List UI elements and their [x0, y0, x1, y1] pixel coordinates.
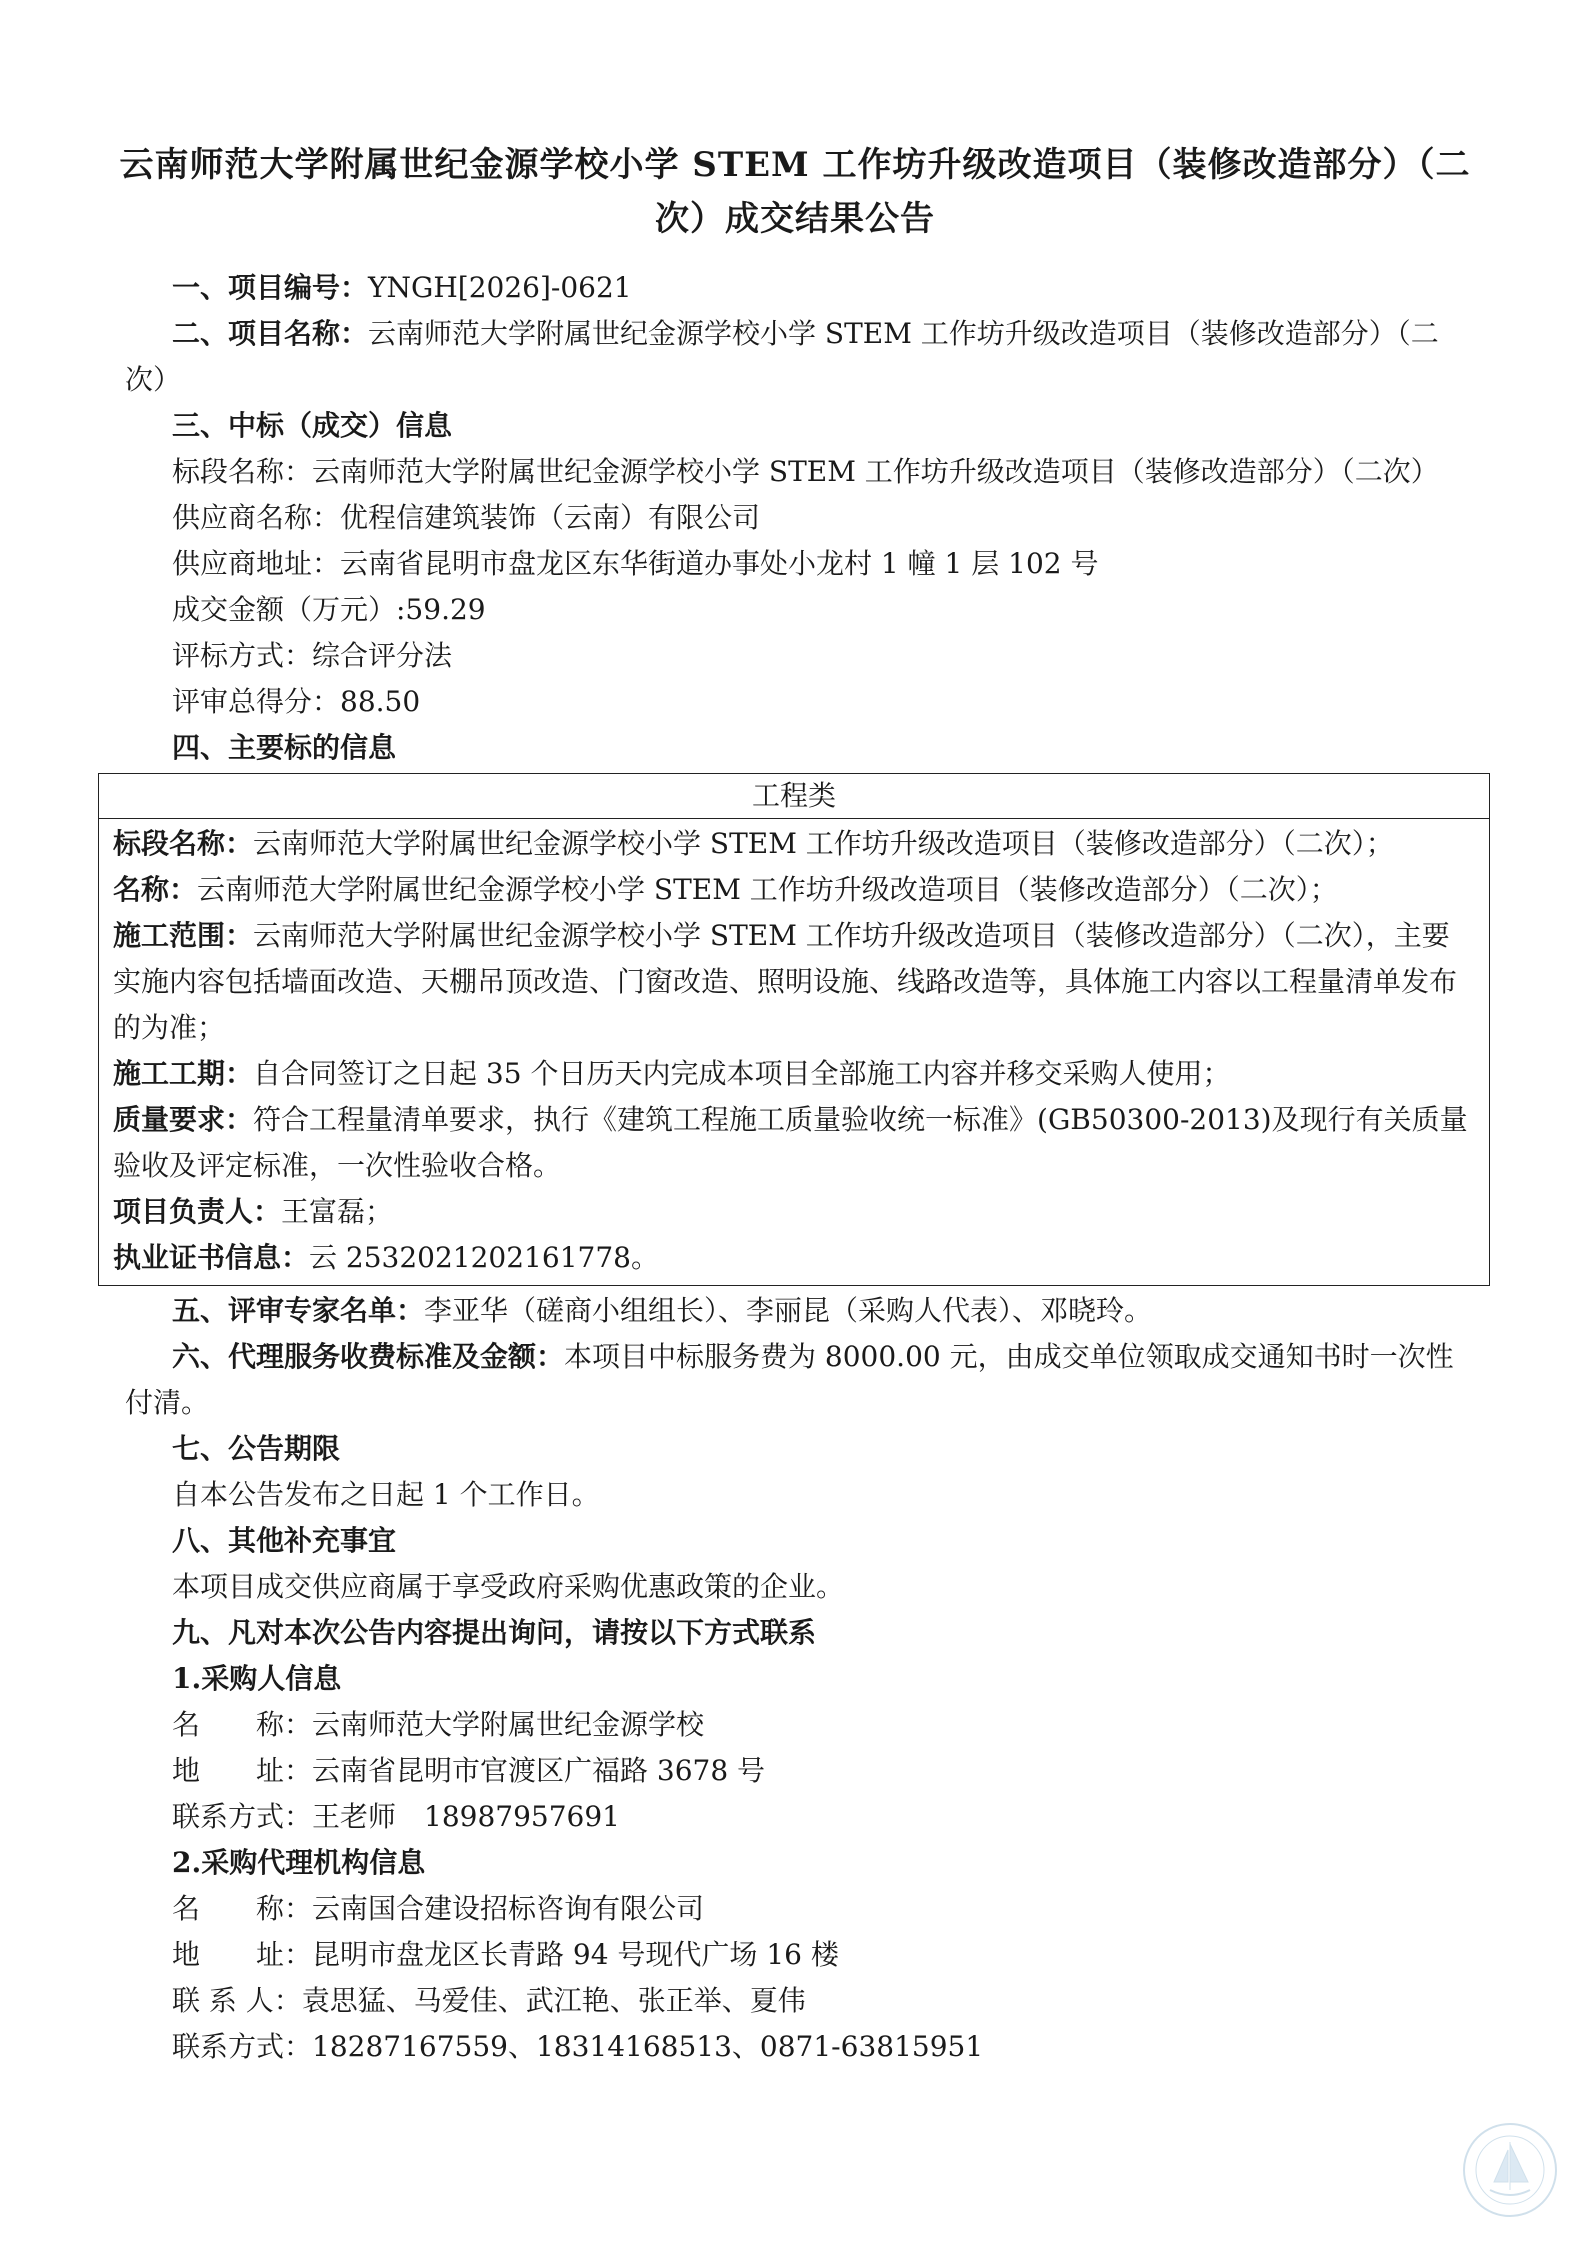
award-amount: 成交金额（万元）:59.29: [172, 593, 486, 626]
project-name-value: 云南师范大学附属世纪金源学校小学 STEM 工作坊升级改造项目（装修改造部分）（二次）: [125, 317, 1439, 396]
contact-heading: 九、凡对本次公告内容提出询问，请按以下方式联系: [172, 1616, 817, 1649]
award-supplier-name: 供应商名称：优程信建筑装饰（云南）有限公司: [172, 501, 761, 534]
main-subject-table: [98, 773, 1490, 1286]
row-label: 执业证书信息：: [113, 1241, 310, 1274]
table-row: [113, 913, 1475, 1051]
other-matters-value: 本项目成交供应商属于享受政府采购优惠政策的企业。: [172, 1570, 845, 1603]
expert-list: [125, 1288, 1475, 1334]
other-matters-heading: 八、其他补充事宜: [172, 1524, 397, 1557]
award-lot-name: 标段名称：云南师范大学附属世纪金源学校小学 STEM 工作坊升级改造项目（装修改造部分）（二次）: [172, 455, 1439, 488]
table-row: [113, 1189, 1475, 1235]
award-evaluation-method: 评标方式：综合评分法: [172, 639, 453, 672]
purchaser-name: 名 称：云南师范大学附属世纪金源学校: [172, 1708, 705, 1741]
purchaser-contact: 联系方式：王老师 18987957691: [172, 1800, 620, 1833]
table-row: [113, 1235, 1475, 1281]
document-body: [113, 265, 1475, 2070]
row-value: 云南师范大学附属世纪金源学校小学 STEM 工作坊升级改造项目（装修改造部分）（二次），主要实施内容包括墙面改造、天棚吊顶改造、门窗改造、照明设施、线路改造等，具体施工内容以工程量清单发布的为准；: [113, 919, 1458, 1044]
row-value: 符合工程量清单要求，执行《建筑工程施工质量验收统一标准》(GB50300-2013)及现行有关质量验收及评定标准，一次性验收合格。: [113, 1103, 1468, 1182]
row-label: 施工工期：: [113, 1057, 254, 1090]
notice-period-heading: 七、公告期限: [172, 1432, 341, 1465]
agency-fee: [125, 1334, 1475, 1426]
expert-list-value: 李亚华（磋商小组组长）、李丽昆（采购人代表）、邓晓玲。: [424, 1294, 1153, 1327]
project-name: [125, 311, 1475, 403]
project-number: [125, 265, 1475, 311]
table-header: 工程类: [99, 774, 1489, 819]
table-row: [113, 1051, 1475, 1097]
table-row: [113, 1097, 1475, 1189]
award-supplier-address: 供应商地址：云南省昆明市盘龙区东华街道办事处小龙村 1 幢 1 层 102 号: [172, 547, 1099, 580]
purchaser-address: 地 址：云南省昆明市官渡区广福路 3678 号: [172, 1754, 766, 1787]
award-info-heading: 三、中标（成交）信息: [172, 409, 453, 442]
award-total-score: 评审总得分：88.50: [172, 685, 421, 718]
row-value: 王富磊；: [281, 1195, 394, 1228]
project-number-value: YNGH[2026]-0621: [368, 271, 632, 304]
agency-address: 地 址：昆明市盘龙区长青路 94 号现代广场 16 楼: [172, 1938, 839, 1971]
project-name-label: 二、项目名称：: [172, 317, 369, 350]
main-subject-heading: 四、主要标的信息: [172, 731, 397, 764]
row-value: 云 2532021202161778。: [309, 1241, 659, 1274]
row-value: 云南师范大学附属世纪金源学校小学 STEM 工作坊升级改造项目（装修改造部分）（二次）；: [253, 827, 1394, 860]
agency-heading: 2.采购代理机构信息: [172, 1846, 426, 1879]
table-row: [113, 867, 1475, 913]
row-value: 云南师范大学附属世纪金源学校小学 STEM 工作坊升级改造项目（装修改造部分）（二次）；: [197, 873, 1338, 906]
row-value: 自合同签订之日起 35 个日历天内完成本项目全部施工内容并移交采购人使用；: [253, 1057, 1231, 1090]
row-label: 标段名称：: [113, 827, 254, 860]
page-title: 云南师范大学附属世纪金源学校小学 STEM 工作坊升级改造项目（装修改造部分）（二次）成交结果公告: [119, 145, 1471, 239]
row-label: 名称：: [113, 873, 198, 906]
expert-list-label: 五、评审专家名单：: [172, 1294, 425, 1327]
agency-fee-label: 六、代理服务收费标准及金额：: [172, 1340, 565, 1373]
agency-fee-value: 本项目中标服务费为 8000.00 元，由成交单位领取成交通知书时一次性付清。: [125, 1340, 1454, 1419]
agency-contact-person: 联 系 人：袁思猛、马爱佳、武江艳、张正举、夏伟: [172, 1984, 806, 2017]
project-number-label: 一、项目编号：: [172, 271, 369, 304]
purchaser-heading: 1.采购人信息: [172, 1662, 342, 1695]
row-label: 施工范围：: [113, 919, 254, 952]
agency-contact-phone: 联系方式：18287167559、18314168513、0871-63815951: [172, 2030, 984, 2063]
row-label: 项目负责人：: [113, 1195, 282, 1228]
table-row: [113, 821, 1475, 867]
row-label: 质量要求：: [113, 1103, 254, 1136]
notice-period-value: 自本公告发布之日起 1 个工作日。: [172, 1478, 600, 1511]
table-body: [99, 819, 1489, 1285]
agency-name: 名 称：云南国合建设招标咨询有限公司: [172, 1892, 705, 1925]
school-seal-icon: [1460, 2120, 1560, 2220]
